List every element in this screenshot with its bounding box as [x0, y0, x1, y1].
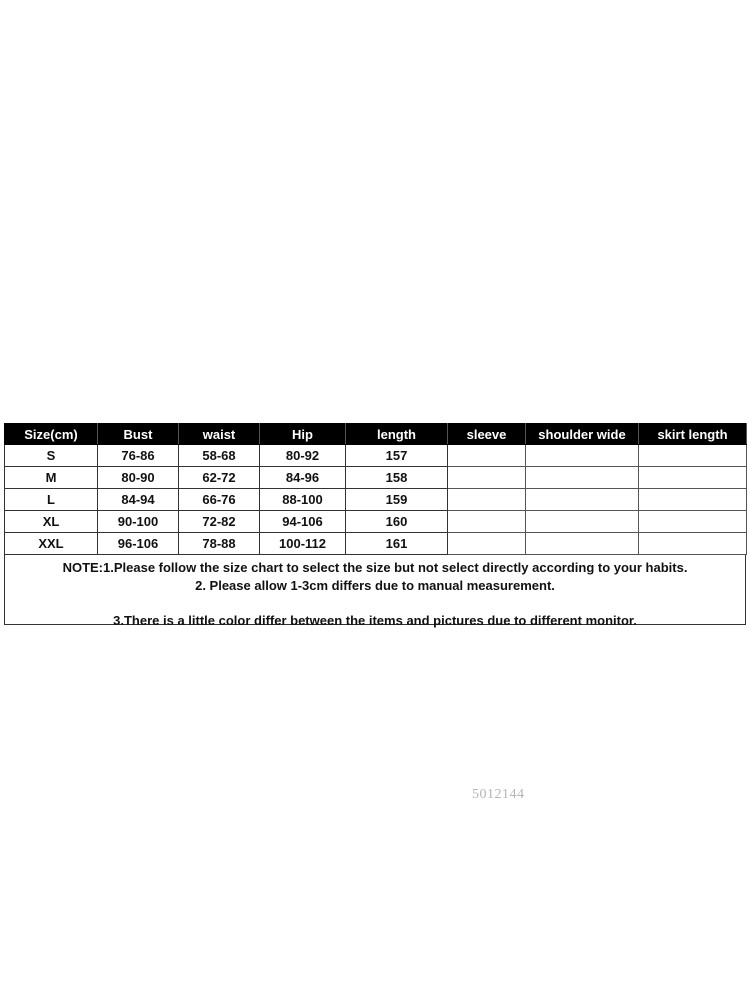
cell-waist: 66-76 — [179, 489, 260, 511]
cell-shoulder-wide — [526, 533, 639, 555]
cell-skirt-length — [639, 533, 747, 555]
cell-sleeve — [448, 445, 526, 467]
cell-length: 160 — [346, 511, 448, 533]
header-sleeve: sleeve — [448, 424, 526, 445]
cell-length: 158 — [346, 467, 448, 489]
table-row — [5, 511, 747, 533]
size-table — [4, 423, 747, 555]
cell-length: 157 — [346, 445, 448, 467]
header-length: length — [346, 424, 448, 445]
cell-size: XL — [5, 511, 98, 533]
cell-sleeve — [448, 467, 526, 489]
cell-size: XXL — [5, 533, 98, 555]
cell-skirt-length — [639, 445, 747, 467]
header-bust: Bust — [98, 424, 179, 445]
header-size: Size(cm) — [5, 424, 98, 445]
cell-shoulder-wide — [526, 445, 639, 467]
cell-waist: 58-68 — [179, 445, 260, 467]
cell-hip: 84-96 — [260, 467, 346, 489]
cell-waist: 72-82 — [179, 511, 260, 533]
header-shoulder-wide: shoulder wide — [526, 424, 639, 445]
cell-shoulder-wide — [526, 511, 639, 533]
cell-hip: 88-100 — [260, 489, 346, 511]
cell-sleeve — [448, 489, 526, 511]
table-row — [5, 445, 747, 467]
cell-hip: 100-112 — [260, 533, 346, 555]
cell-bust: 90-100 — [98, 511, 179, 533]
cell-bust: 96-106 — [98, 533, 179, 555]
size-chart — [4, 423, 746, 628]
table-row — [5, 533, 747, 555]
cell-sleeve — [448, 533, 526, 555]
cell-hip: 80-92 — [260, 445, 346, 467]
watermark-code: 5012144 — [472, 787, 525, 802]
header-waist: waist — [179, 424, 260, 445]
note-line-2: 2. Please allow 1-3cm differs due to manual measurement. — [195, 578, 555, 593]
note-line-3: 3.There is a little color differ between the items and pictures due to different monitor. — [113, 613, 637, 628]
cell-size: S — [5, 445, 98, 467]
cell-waist: 62-72 — [179, 467, 260, 489]
cell-skirt-length — [639, 511, 747, 533]
cell-shoulder-wide — [526, 467, 639, 489]
cell-sleeve — [448, 511, 526, 533]
cell-bust: 76-86 — [98, 445, 179, 467]
cell-waist: 78-88 — [179, 533, 260, 555]
cell-bust: 80-90 — [98, 467, 179, 489]
cell-shoulder-wide — [526, 489, 639, 511]
cell-size: M — [5, 467, 98, 489]
header-hip: Hip — [260, 424, 346, 445]
table-header-row — [5, 424, 747, 445]
cell-length: 159 — [346, 489, 448, 511]
note-spacer — [5, 595, 745, 612]
note-line-1: NOTE:1.Please follow the size chart to select the size but not select directly according to your habits. — [62, 560, 688, 575]
cell-skirt-length — [639, 489, 747, 511]
notes-box — [4, 555, 746, 628]
header-skirt-length: skirt length — [639, 424, 747, 445]
cell-length: 161 — [346, 533, 448, 555]
cell-bust: 84-94 — [98, 489, 179, 511]
table-row — [5, 467, 747, 489]
cell-size: L — [5, 489, 98, 511]
cell-skirt-length — [639, 467, 747, 489]
cell-hip: 94-106 — [260, 511, 346, 533]
table-row — [5, 489, 747, 511]
